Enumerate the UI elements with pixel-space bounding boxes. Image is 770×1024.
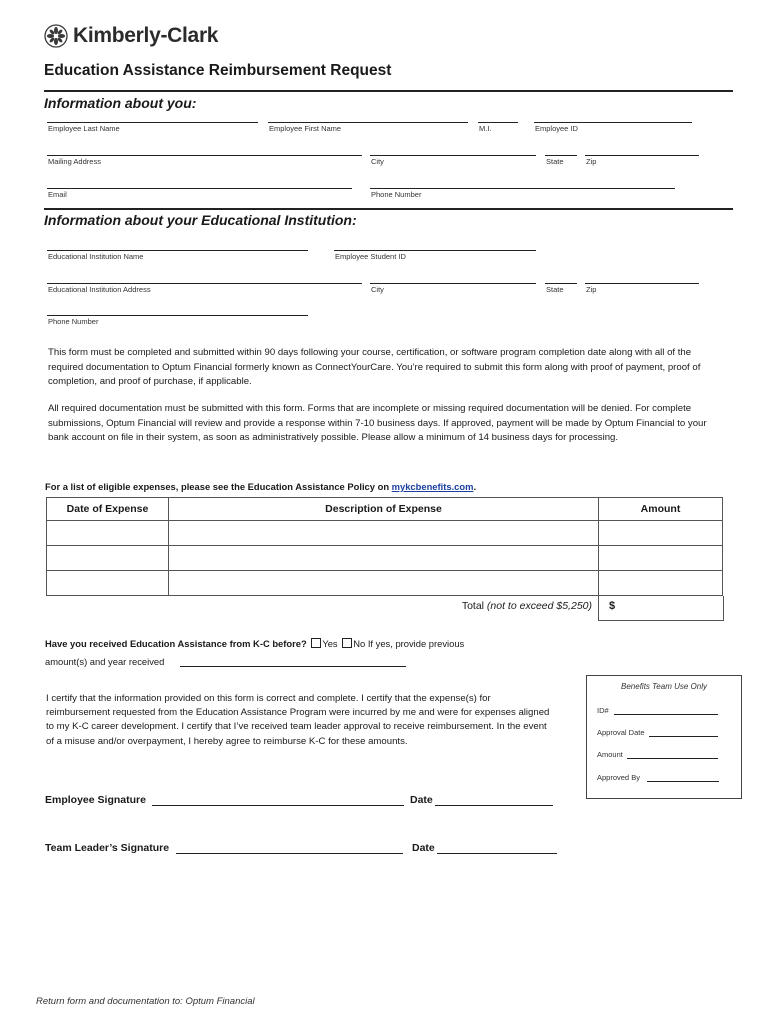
column-header-date: Date of Expense bbox=[47, 498, 169, 521]
kimberly-clark-logo-icon bbox=[44, 24, 68, 48]
institution-state-label: State bbox=[546, 285, 564, 294]
institution-phone-field[interactable] bbox=[47, 315, 308, 316]
divider bbox=[44, 208, 733, 210]
mailing-address-label: Mailing Address bbox=[48, 157, 101, 166]
approved-by-label: Approved By bbox=[597, 773, 640, 782]
yes-checkbox[interactable] bbox=[311, 638, 321, 648]
institution-address-field[interactable] bbox=[47, 283, 362, 284]
total-label bbox=[380, 600, 592, 612]
benefits-amount-field[interactable] bbox=[627, 758, 718, 759]
brand-name: Kimberly-Clark bbox=[73, 24, 219, 47]
description-cell[interactable] bbox=[169, 521, 599, 546]
brand-logo bbox=[44, 24, 218, 48]
institution-state-field[interactable] bbox=[545, 283, 577, 284]
city-field[interactable] bbox=[370, 155, 536, 156]
institution-zip-field[interactable] bbox=[585, 283, 699, 284]
prior-assistance-follow: If yes, provide previous bbox=[367, 638, 465, 649]
first-name-label: Employee First Name bbox=[269, 124, 342, 133]
city-label: City bbox=[371, 157, 384, 166]
expense-table bbox=[46, 497, 723, 596]
state-label: State bbox=[546, 157, 564, 166]
institution-name-field[interactable] bbox=[47, 250, 308, 251]
middle-initial-field[interactable] bbox=[478, 122, 518, 123]
divider bbox=[44, 90, 733, 92]
phone-label: Phone Number bbox=[371, 190, 422, 199]
description-cell[interactable] bbox=[169, 571, 599, 596]
footer-note: Return form and documentation to: Optum Financial bbox=[36, 996, 255, 1007]
team-leader-date-field[interactable] bbox=[437, 853, 557, 854]
policy-note bbox=[45, 481, 476, 492]
amount-cell[interactable] bbox=[599, 571, 723, 596]
benefits-team-box bbox=[586, 675, 742, 799]
approval-date-field[interactable] bbox=[649, 736, 718, 737]
certification-text: I certify that the information provided on this form is correct and complete. I certify that the expense(s) for reimbursement requested from the Education Assistance Program were incurred by me and were for expenses aligned to my K-C career development. I certify that I’ve received team leader approval to receive reimbursement. In the event of a misuse and/or overpayment, I hereby agree to reimburse K-C for these amounts. bbox=[46, 693, 550, 747]
employee-signature-label: Employee Signature bbox=[45, 794, 146, 806]
mailing-address-field[interactable] bbox=[47, 155, 362, 156]
institution-city-field[interactable] bbox=[370, 283, 536, 284]
team-leader-signature-label: Team Leader’s Signature bbox=[45, 842, 170, 854]
section-heading-institution: Information about your Educational Institution: bbox=[44, 212, 357, 228]
last-name-field[interactable] bbox=[47, 122, 258, 123]
column-header-amount: Amount bbox=[599, 498, 723, 521]
approved-by-field[interactable] bbox=[647, 781, 719, 782]
prior-amount-field[interactable] bbox=[180, 666, 406, 667]
column-header-description: Description of Expense bbox=[169, 498, 599, 521]
no-label: No bbox=[353, 638, 366, 649]
benefits-id-label: ID# bbox=[597, 706, 609, 715]
employee-id-field[interactable] bbox=[534, 122, 692, 123]
last-name-label: Employee Last Name bbox=[48, 124, 120, 133]
benefits-box-title: Benefits Team Use Only bbox=[621, 682, 707, 691]
total-text: Total bbox=[461, 600, 484, 612]
policy-note-text: For a list of eligible expenses, please see the Education Assistance Policy on bbox=[45, 481, 392, 492]
approval-date-label: Approval Date bbox=[597, 728, 645, 737]
benefits-id-field[interactable] bbox=[614, 714, 718, 715]
date-cell[interactable] bbox=[47, 546, 169, 571]
institution-address-label: Educational Institution Address bbox=[48, 285, 151, 294]
instructions-paragraph-1: This form must be completed and submitted within 90 days following your course, certification, or software program completion date along with all of the required documentation to Optum Financial formerly known as ConnectYourCare. You’re required to submit this form along with proof of payment, proof of completion, and proof of purchase, if applicable. bbox=[48, 347, 701, 388]
prior-assistance-question bbox=[45, 638, 464, 649]
zip-label: Zip bbox=[586, 157, 597, 166]
zip-field[interactable] bbox=[585, 155, 699, 156]
student-id-label: Employee Student ID bbox=[335, 252, 406, 261]
page-title: Education Assistance Reimbursement Request bbox=[44, 62, 392, 79]
benefits-amount-label: Amount bbox=[597, 750, 623, 759]
section-heading-about-you: Information about you: bbox=[44, 95, 197, 111]
institution-phone-label: Phone Number bbox=[48, 317, 99, 326]
institution-name-label: Educational Institution Name bbox=[48, 252, 144, 261]
first-name-field[interactable] bbox=[268, 122, 468, 123]
total-note: (not to exceed $5,250) bbox=[486, 600, 592, 612]
employee-signature-field[interactable] bbox=[152, 805, 404, 806]
table-row bbox=[47, 546, 723, 571]
employee-date-label: Date bbox=[410, 794, 433, 806]
yes-label: Yes bbox=[322, 638, 338, 649]
instructions-paragraph-2: All required documentation must be submitted with this form. Forms that are incomplete or missing required documentation will be denied. For complete submissions, Optum Financial will review and provide a response within 7-10 business days. If approved, payment will be made by Optum Financial to your bank account on file in their system, as soon as administratively possible. Please allow a minimum of 14 business days for processing. bbox=[48, 403, 707, 444]
table-header-row bbox=[47, 498, 723, 521]
table-row bbox=[47, 521, 723, 546]
amount-cell[interactable] bbox=[599, 521, 723, 546]
middle-initial-label: M.I. bbox=[479, 124, 492, 133]
email-field[interactable] bbox=[47, 188, 352, 189]
prior-assistance-text: Have you received Education Assistance from K-C before? bbox=[45, 638, 307, 649]
currency-symbol: $ bbox=[609, 600, 616, 612]
no-checkbox[interactable] bbox=[342, 638, 352, 648]
employee-id-label: Employee ID bbox=[535, 124, 578, 133]
institution-zip-label: Zip bbox=[586, 285, 597, 294]
employee-date-field[interactable] bbox=[435, 805, 553, 806]
amount-cell[interactable] bbox=[599, 546, 723, 571]
description-cell[interactable] bbox=[169, 546, 599, 571]
student-id-field[interactable] bbox=[334, 250, 536, 251]
total-amount-field[interactable] bbox=[598, 596, 724, 621]
table-row bbox=[47, 571, 723, 596]
policy-note-suffix: . bbox=[473, 481, 477, 492]
email-label: Email bbox=[48, 190, 67, 199]
team-leader-date-label: Date bbox=[412, 842, 435, 854]
date-cell[interactable] bbox=[47, 521, 169, 546]
prior-amount-label: amount(s) and year received bbox=[45, 656, 165, 667]
team-leader-signature-field[interactable] bbox=[176, 853, 403, 854]
institution-city-label: City bbox=[371, 285, 384, 294]
phone-field[interactable] bbox=[370, 188, 675, 189]
date-cell[interactable] bbox=[47, 571, 169, 596]
benefits-link[interactable]: mykcbenefits.com bbox=[391, 481, 474, 492]
state-field[interactable] bbox=[545, 155, 577, 156]
